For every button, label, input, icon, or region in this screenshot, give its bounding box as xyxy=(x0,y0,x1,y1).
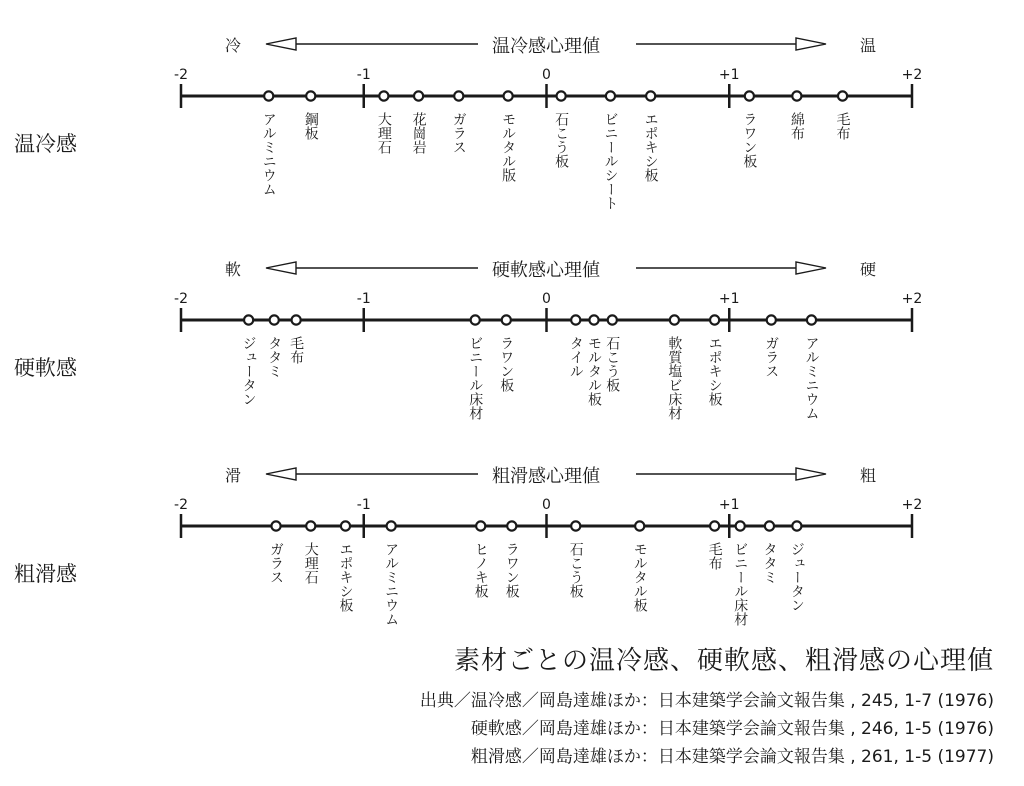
material-point xyxy=(379,91,388,100)
material-label: 石こう板 xyxy=(604,336,621,392)
material-point xyxy=(557,91,566,100)
material-point xyxy=(306,521,315,530)
material-point xyxy=(341,521,350,530)
material-label: ビニールシート xyxy=(602,112,619,210)
material-label: エポキシ板 xyxy=(642,112,659,182)
material-point xyxy=(767,315,776,324)
material-label: ヒノキ板 xyxy=(472,542,489,598)
material-label: エポキシ板 xyxy=(337,542,354,612)
left-arrow-head xyxy=(266,468,296,480)
right-arrow-head xyxy=(796,468,826,480)
material-label: ジュータン xyxy=(788,542,805,612)
material-label: 鋼板 xyxy=(302,112,319,140)
scale-left-end: 軟 xyxy=(224,260,242,279)
row-label: 温冷感 xyxy=(14,132,77,156)
material-point xyxy=(454,91,463,100)
material-point xyxy=(807,315,816,324)
left-arrow-head xyxy=(266,262,296,274)
material-point xyxy=(838,91,847,100)
material-label: アルミニウム xyxy=(260,112,277,196)
material-label: 大理石 xyxy=(375,112,392,154)
material-point xyxy=(264,91,273,100)
material-label: 花崗岩 xyxy=(410,112,427,154)
tick-label: 0 xyxy=(542,67,551,83)
material-label: ラワン板 xyxy=(741,112,758,168)
material-label: タタミ xyxy=(266,336,283,378)
tick-label: -2 xyxy=(174,291,188,307)
tick-label: -1 xyxy=(356,291,371,307)
tick-label: 0 xyxy=(542,497,551,513)
tick-label: +2 xyxy=(901,67,923,83)
material-point xyxy=(292,315,301,324)
material-label: ガラス xyxy=(450,112,467,154)
tick-label: -2 xyxy=(174,67,188,83)
tick-label: 0 xyxy=(542,291,551,307)
material-point xyxy=(271,521,280,530)
material-label: ビニール床材 xyxy=(467,336,484,420)
material-label: 石こう板 xyxy=(553,112,570,168)
source-line-3: 粗滑感／岡島達雄ほか：日本建築学会論文報告集 , 261, 1-5 (1977) xyxy=(470,747,994,767)
scale-right-end: 粗 xyxy=(859,466,877,485)
material-label: ラワン板 xyxy=(498,336,515,392)
material-point xyxy=(710,521,719,530)
material-point xyxy=(792,521,801,530)
material-label: タイル xyxy=(567,336,584,378)
material-label: ラワン板 xyxy=(503,542,520,598)
material-label: エポキシ板 xyxy=(706,336,723,406)
material-point xyxy=(571,315,580,324)
material-point xyxy=(507,521,516,530)
material-point xyxy=(589,315,598,324)
material-point xyxy=(270,315,279,324)
material-label: 大理石 xyxy=(302,542,319,584)
material-point xyxy=(765,521,774,530)
material-point xyxy=(571,521,580,530)
material-point xyxy=(635,521,644,530)
tick-label: +2 xyxy=(901,497,923,513)
material-point xyxy=(244,315,253,324)
scale-title: 粗滑感心理値 xyxy=(492,466,600,487)
tick-label: -2 xyxy=(174,497,188,513)
scale-left-end: 滑 xyxy=(224,466,242,485)
material-point xyxy=(606,91,615,100)
material-point xyxy=(608,315,617,324)
material-point xyxy=(306,91,315,100)
material-point xyxy=(471,315,480,324)
material-label: 毛布 xyxy=(288,336,305,364)
scale-right-end: 温 xyxy=(859,36,877,55)
material-label: タタミ xyxy=(761,542,778,584)
material-point xyxy=(476,521,485,530)
material-label: アルミニウム xyxy=(383,542,400,626)
material-point xyxy=(504,91,513,100)
material-point xyxy=(646,91,655,100)
material-point xyxy=(502,315,511,324)
material-label: モルタル板 xyxy=(586,336,603,406)
row-label: 粗滑感 xyxy=(14,562,77,586)
tick-label: -1 xyxy=(356,497,371,513)
material-point xyxy=(736,521,745,530)
tick-label: +1 xyxy=(718,497,740,513)
material-label: モルタル板 xyxy=(631,542,648,612)
scale-left-end: 冷 xyxy=(224,36,242,55)
material-label: モルタル版 xyxy=(500,112,517,182)
material-label: 毛布 xyxy=(834,112,851,140)
tick-label: +2 xyxy=(901,291,923,307)
scale-title: 硬軟感心理値 xyxy=(492,260,600,281)
material-label: ビニール床材 xyxy=(732,542,749,626)
tick-label: +1 xyxy=(718,291,740,307)
scale-right-end: 硬 xyxy=(859,260,877,279)
material-point xyxy=(670,315,679,324)
material-point xyxy=(414,91,423,100)
source-line-1: 出典／温冷感／岡島達雄ほか：日本建築学会論文報告集 , 245, 1-7 (1976) xyxy=(419,691,994,711)
material-label: 石こう板 xyxy=(567,542,584,598)
material-point xyxy=(710,315,719,324)
row-label: 硬軟感 xyxy=(14,356,77,380)
figure-title: 素材ごとの温冷感、硬軟感、粗滑感の心理値 xyxy=(453,646,994,676)
material-point xyxy=(792,91,801,100)
source-line-2: 硬軟感／岡島達雄ほか：日本建築学会論文報告集 , 246, 1-5 (1976) xyxy=(470,719,994,739)
material-label: 綿布 xyxy=(788,112,805,140)
material-point xyxy=(745,91,754,100)
material-label: ガラス xyxy=(763,336,780,378)
material-label: ガラス xyxy=(268,542,285,584)
tick-label: -1 xyxy=(356,67,371,83)
right-arrow-head xyxy=(796,38,826,50)
material-label: アルミニウム xyxy=(803,336,820,420)
left-arrow-head xyxy=(266,38,296,50)
material-label: ジュータン xyxy=(240,336,257,406)
scale-title: 温冷感心理値 xyxy=(492,36,600,57)
material-label: 毛布 xyxy=(706,542,723,570)
tick-label: +1 xyxy=(718,67,740,83)
material-point xyxy=(387,521,396,530)
material-label: 軟質塩ビ床材 xyxy=(666,336,683,420)
right-arrow-head xyxy=(796,262,826,274)
